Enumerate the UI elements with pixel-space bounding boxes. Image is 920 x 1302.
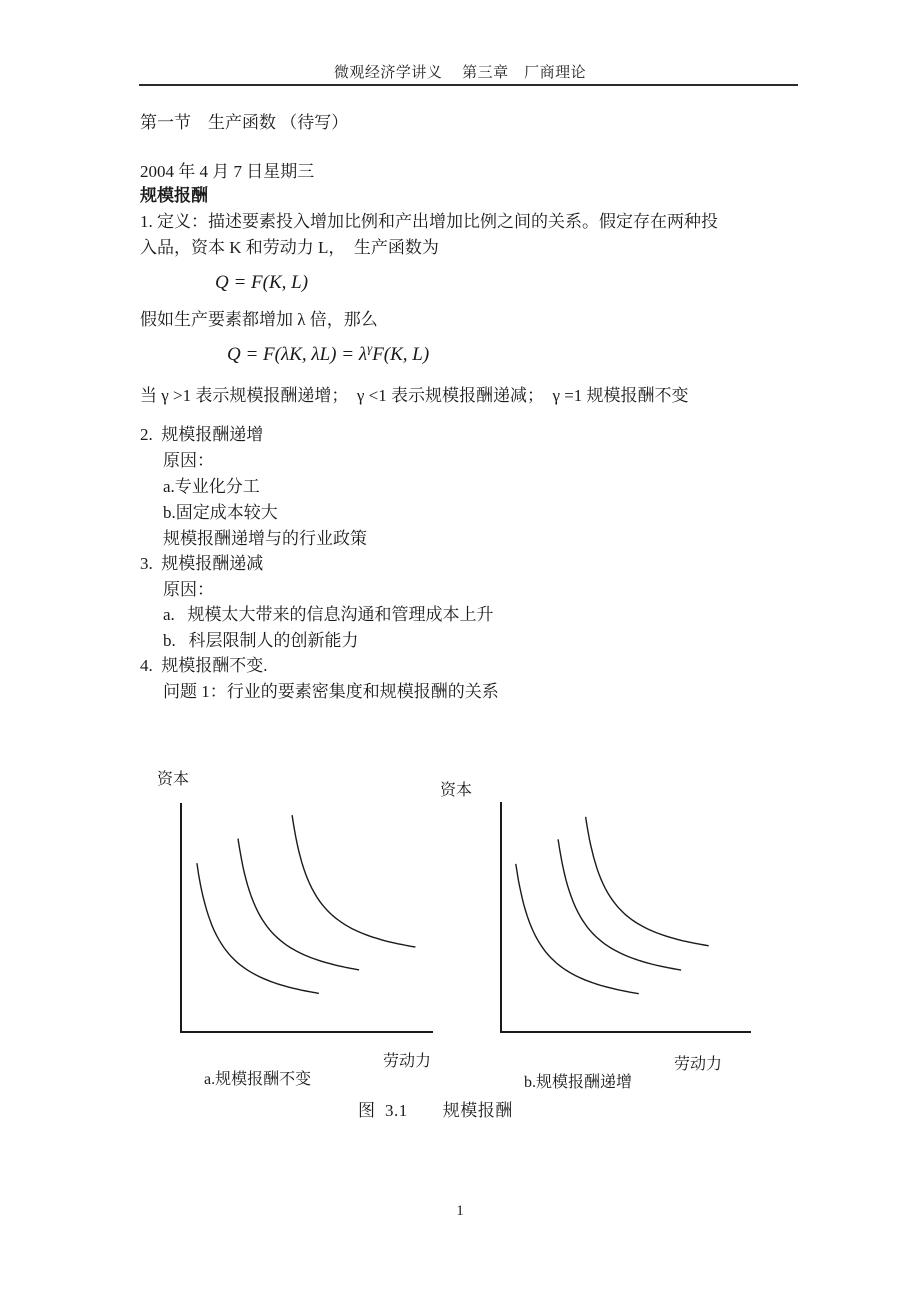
item-4-question-line: 问题 1：行业的要素密集度和规模报酬的关系 [163,682,499,701]
formula2-exponent: γ [367,340,373,356]
item-2-policy-line: 规模报酬递增与的行业政策 [163,529,367,548]
page-number: 1 [456,1203,464,1219]
gamma-conditions-line: 当 γ >1 表示规模报酬递增； γ <1 表示规模报酬递减； γ =1 规模报酬不变 [140,386,689,405]
isoquant-chart-b [500,802,752,1033]
date-line: 2004 年 4 月 7 日星期三 [140,162,315,181]
scale-returns-heading: 规模报酬 [140,186,208,205]
item-4-title: 4. 规模报酬不变. [140,656,268,675]
item-2-reason-b: b.固定成本较大 [163,503,278,522]
item-3-reason-b: b. 科层限制人的创新能力 [163,631,359,650]
formula2-post: F(K, L) [372,344,430,365]
item-2-reason-label: 原因： [163,451,214,470]
formula2-pre: Q = F(λK, λL) = λ [227,344,368,365]
item-2-reason-a: a.专业化分工 [163,477,260,496]
item-3-title: 3. 规模报酬递减 [140,554,264,573]
item-3-reason-label: 原因： [163,580,214,599]
production-function-formula: Q = F(K, L) [215,272,309,293]
section-title: 第一节 生产函数 （待写） [140,113,349,132]
page-header: 微观经济学讲义 第三章 厂商理论 [333,65,587,81]
item-2-title: 2. 规模报酬递增 [140,425,264,444]
chart-b-caption: b.规模报酬递增 [524,1074,633,1091]
definition-line-1: 1. 定义：描述要素投入增加比例和产出增加比例之间的关系。假定存在两种投 [140,212,718,231]
chart-b-xlabel: 劳动力 [674,1056,723,1073]
item-3-reason-a: a. 规模太大带来的信息沟通和管理成本上升 [163,605,494,624]
scaled-production-function-formula [227,340,430,367]
chart-a-xlabel: 劳动力 [383,1053,432,1070]
chart-b-ylabel: 资本 [440,782,473,799]
chart-a-caption: a.规模报酬不变 [204,1071,312,1088]
lambda-paragraph: 假如生产要素都增加 λ 倍，那么 [140,310,378,329]
header-rule [139,84,798,86]
isoquant-chart-a [180,803,434,1033]
figure-caption: 图 3.1 规模报酬 [358,1101,513,1120]
chart-a-ylabel: 资本 [157,771,190,788]
definition-line-2: 入品，资本 K 和劳动力 L， 生产函数为 [140,238,439,257]
